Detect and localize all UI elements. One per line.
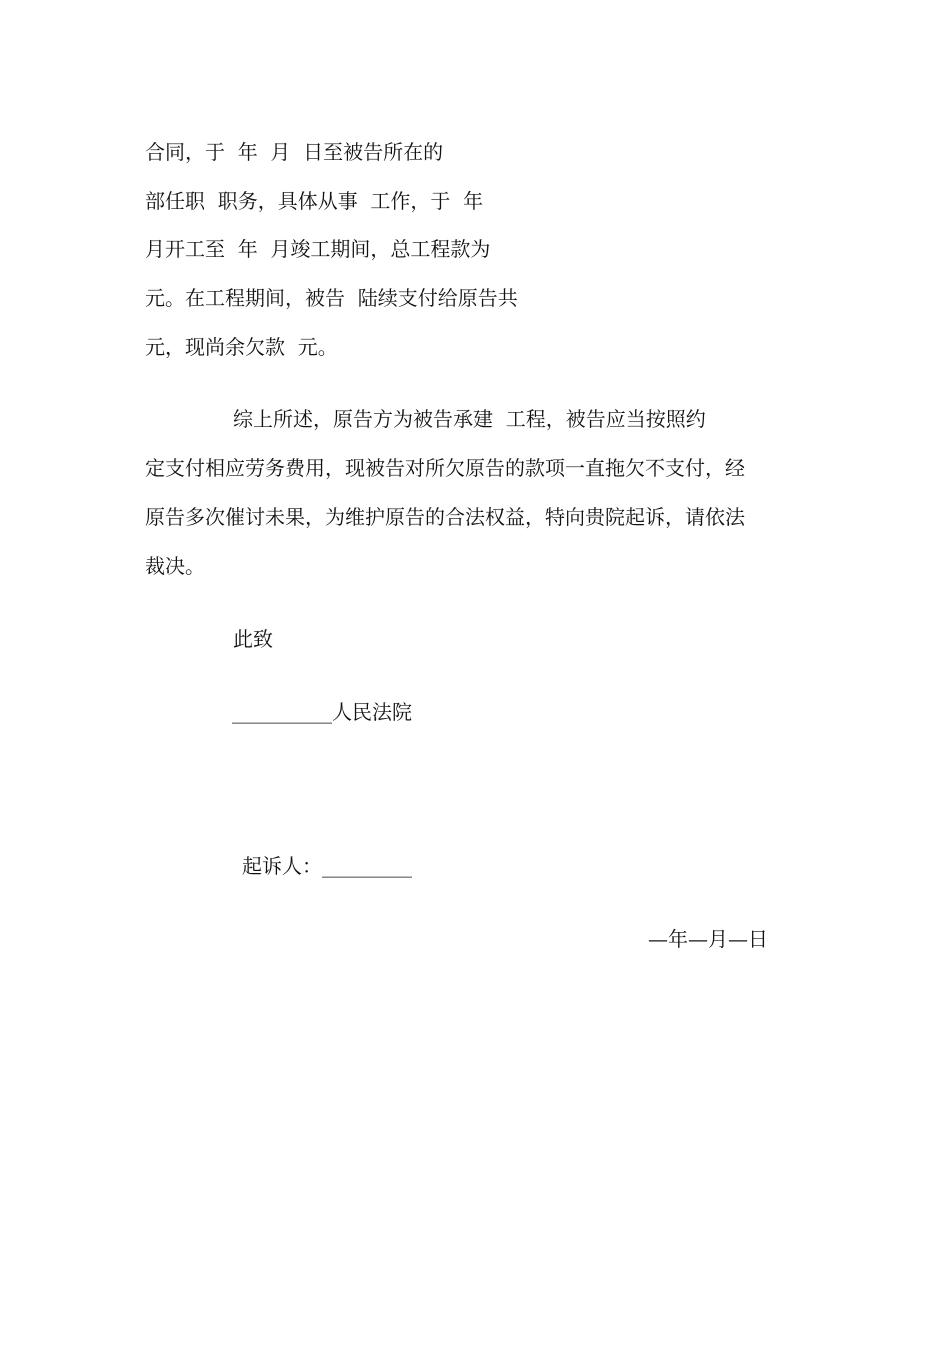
date-line: —年—月—日	[648, 927, 768, 951]
fact-line-2: 部任职 职务，具体从事 工作，于 年	[145, 189, 484, 213]
salutation: 此致	[233, 627, 273, 651]
conclusion-line-3: 原告多次催讨未果，为维护原告的合法权益，特向贵院起诉，请依法	[145, 505, 745, 529]
fact-line-1: 合同，于 年 月 日至被告所在的	[145, 140, 444, 164]
court-name-line: __________人民法院	[232, 700, 412, 724]
fact-line-4: 元。在工程期间，被告 陆续支付给原告共	[145, 286, 518, 310]
plaintiff-signature-line: 起诉人：_________	[242, 854, 412, 878]
conclusion-line-4: 裁决。	[145, 554, 205, 578]
conclusion-line-1: 综上所述，原告方为被告承建 工程，被告应当按照约	[233, 407, 706, 431]
fact-line-5: 元，现尚余欠款 元。	[145, 335, 338, 359]
fact-line-3: 月开工至 年 月竣工期间，总工程款为	[145, 237, 491, 261]
conclusion-line-2: 定支付相应劳务费用，现被告对所欠原告的款项一直拖欠不支付，经	[145, 456, 745, 480]
